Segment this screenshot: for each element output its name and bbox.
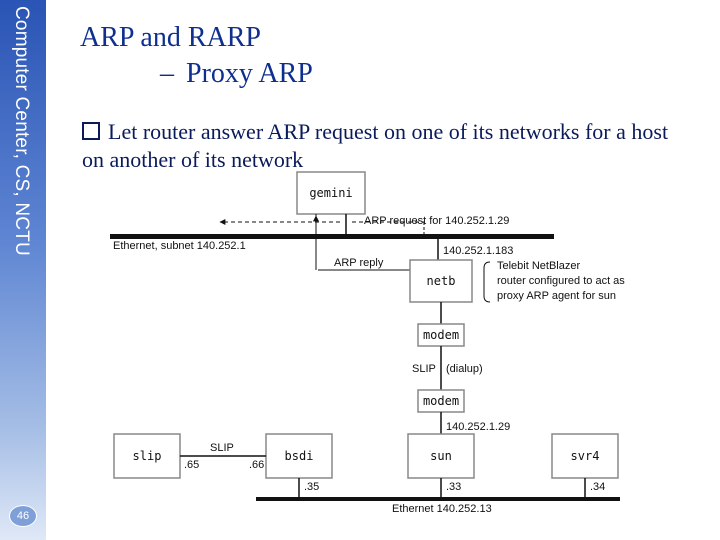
ethernet-bottom-label: Ethernet 140.252.13 (392, 503, 492, 515)
modem-bottom-label: modem (422, 394, 460, 408)
page-number-badge: 46 (9, 505, 37, 527)
host-slip-label: slip (132, 449, 162, 463)
host-sun-label: sun (430, 449, 452, 463)
svr4-ip-label: .34 (590, 481, 606, 493)
sun-ip-label: .33 (446, 481, 462, 493)
bsdi-ip-label: .35 (304, 481, 320, 493)
bsdi-slip-ip-label: .66 (249, 459, 265, 471)
slip-link-label: SLIP (210, 442, 234, 454)
netblazer-brace (484, 262, 490, 302)
bullet-text: Let router answer ARP request on one of its networks for a host on another of its network (82, 119, 669, 172)
slip-dialup-label: SLIP (412, 363, 436, 375)
sidebar-title: Computer Center, CS, NCTU (11, 6, 32, 256)
modem-top-label: modem (422, 328, 460, 342)
sun-slip-ip-label: 140.252.1.29 (446, 421, 511, 433)
ethernet-bottom-line (256, 497, 620, 501)
netblazer-note-1: Telebit NetBlazer (497, 260, 581, 272)
slip-ip-label: .65 (184, 459, 200, 471)
ethernet-top-label: Ethernet, subnet 140.252.1 (113, 240, 246, 252)
arp-reply-label: ARP reply (334, 257, 384, 269)
host-gemini-label: gemini (309, 186, 353, 200)
netb-ip-label: 140.252.1.183 (443, 245, 514, 257)
host-bsdi-label: bsdi (284, 449, 314, 463)
dialup-label: (dialup) (446, 363, 483, 375)
slide-title: ARP and RARP (80, 22, 262, 53)
host-svr4-label: svr4 (570, 449, 600, 463)
netblazer-note-2: router configured to act as (497, 275, 625, 287)
netblazer-note-3: proxy ARP agent for sun (497, 290, 617, 302)
ethernet-top-line (110, 234, 554, 239)
subtitle-text: Proxy ARP (186, 58, 313, 89)
host-netb-label: netb (426, 274, 456, 288)
arp-request-label: ARP request for 140.252.1.29 (364, 215, 510, 227)
subtitle-dash: – (160, 58, 174, 89)
